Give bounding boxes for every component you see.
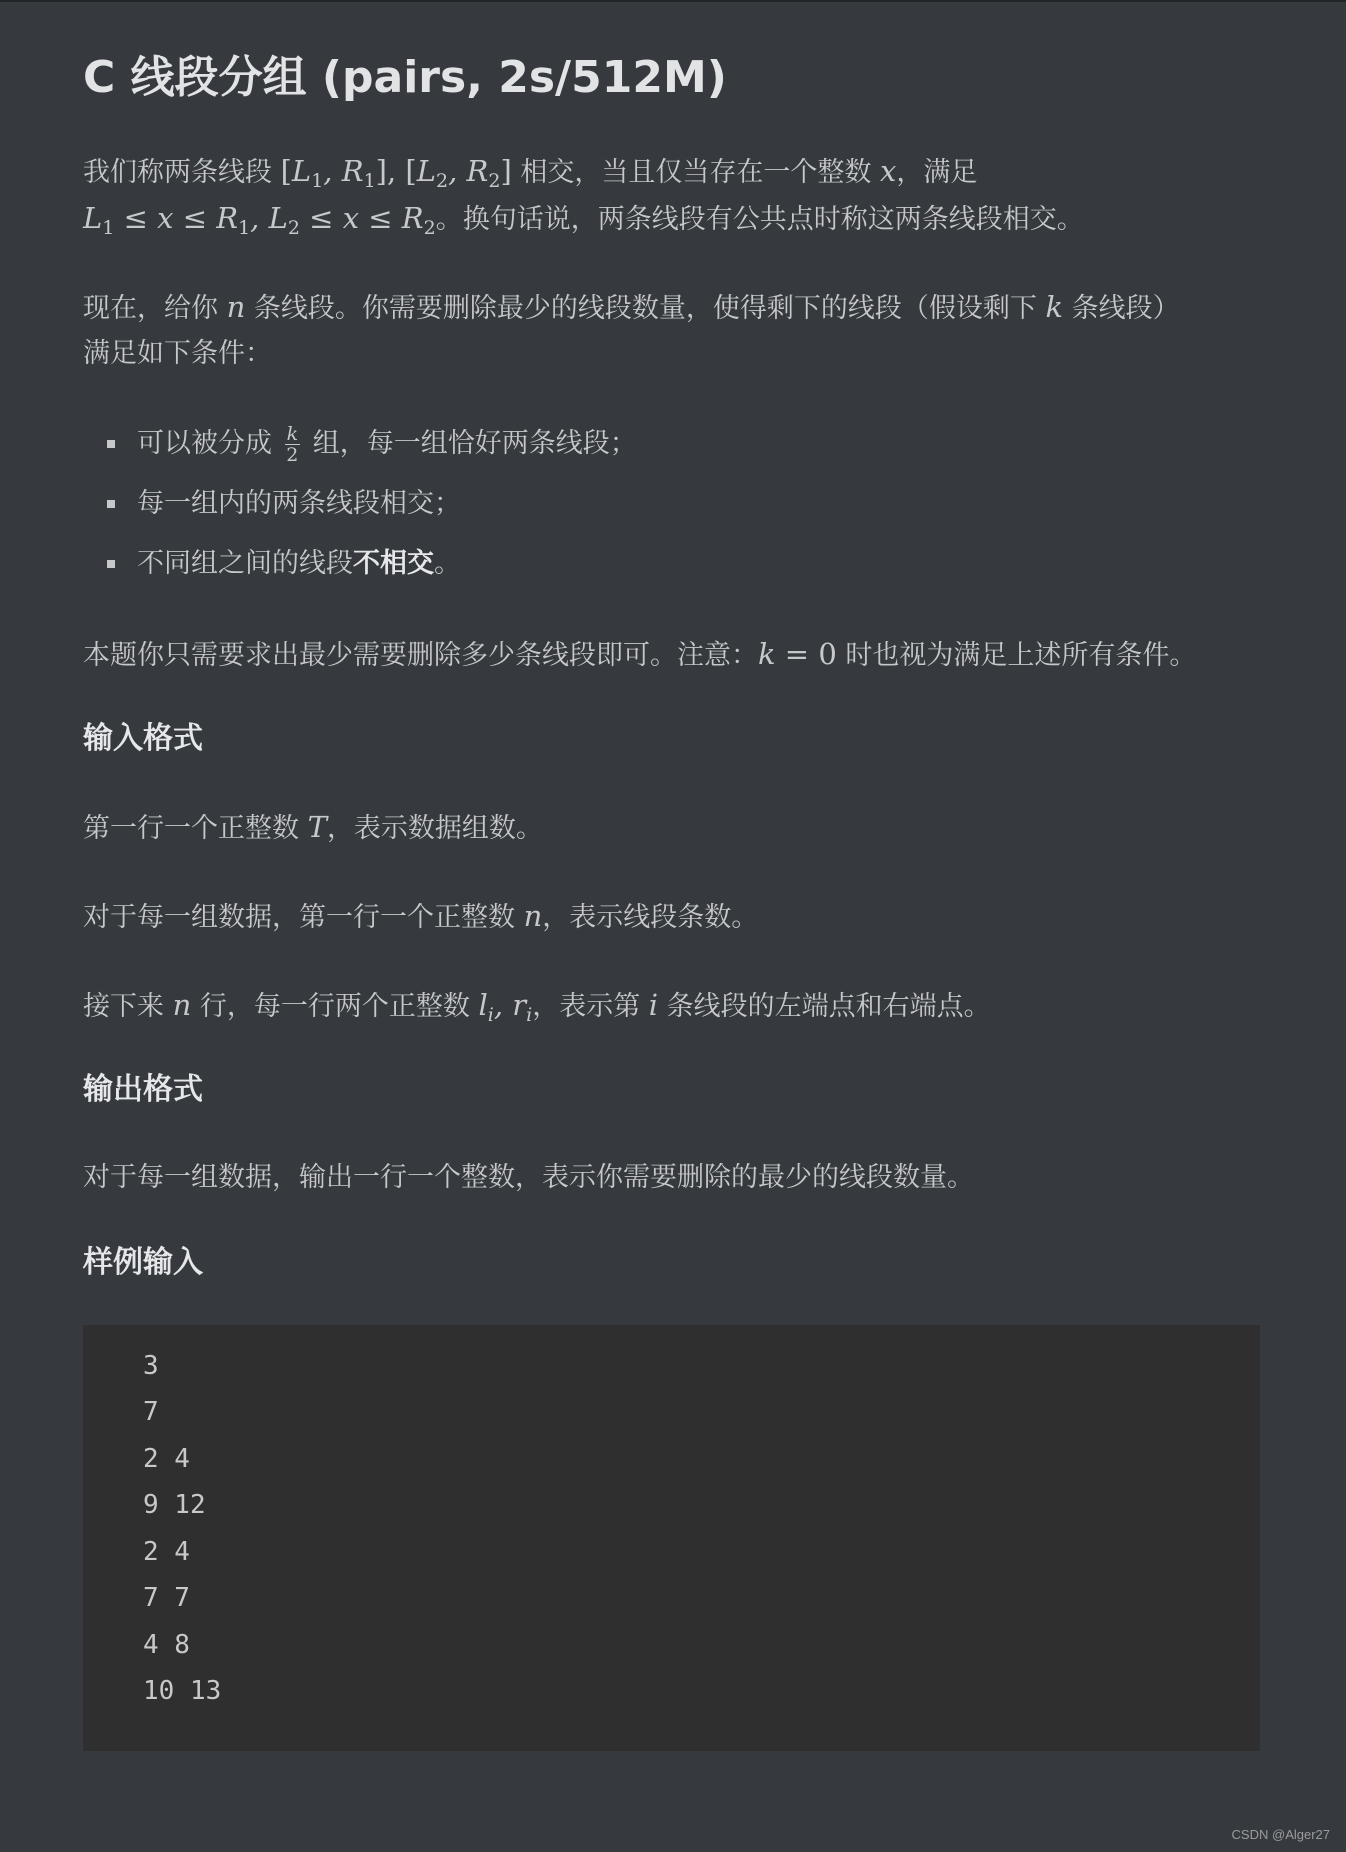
definition-line-1: 我们称两条线段 [$L_1$, $R_1$], [$L_2$, $R_2$] 相交，当且仅当存在一个整数 x，满足 (83, 154, 978, 192)
code-line: 2 4 (143, 1537, 190, 1567)
csdn-watermark: CSDN @Alger27 (1231, 1827, 1330, 1842)
task-line-2: 满足如下条件： (83, 338, 272, 369)
top-border (0, 0, 1346, 2)
math-k-over-2: $\frac{k}{2}$ (286, 423, 299, 466)
input-line-3: 接下来 n 行，每一行两个正整数 $l_i$, $r_i$，表示第 i 条线段的左端点和右端点。 (83, 988, 991, 1026)
code-line: 9 12 (143, 1490, 206, 1520)
math-condition: $L_1 \le x \le R_1$, $L_2 \le x \le R_2$ (83, 201, 436, 239)
math-k-equals-0: k = 0 (758, 637, 837, 671)
bullet-icon (107, 500, 115, 508)
code-line: 3 (143, 1351, 159, 1381)
code-line: 2 4 (143, 1444, 190, 1474)
input-format-heading: 输入格式 (83, 721, 203, 756)
code-line: 7 7 (143, 1583, 190, 1613)
task-line-1: 现在，给你 n 条线段。你需要删除最少的线段数量，使得剩下的线段（假设剩下 k 条线段） (83, 290, 1180, 324)
code-line: 4 8 (143, 1630, 190, 1660)
output-format-heading: 输出格式 (83, 1072, 203, 1107)
definition-line-2: $L_1 \le x \le R_1$, $L_2 \le x \le R_2$。换句话说，两条线段有公共点时称这两条线段相交。 (83, 201, 1084, 239)
output-line-1: 对于每一组数据，输出一行一个整数，表示你需要删除的最少的线段数量。 (83, 1162, 974, 1193)
input-line-2: 对于每一组数据，第一行一个正整数 n，表示线段条数。 (83, 899, 759, 933)
math-n: n (226, 290, 246, 324)
input-line-1: 第一行一个正整数 T，表示数据组数。 (83, 810, 543, 844)
math-x: x (879, 154, 897, 188)
math-i: i (648, 988, 659, 1022)
math-n: n (172, 988, 192, 1022)
problem-title: C 线段分组 (pairs, 2s/512M) (83, 52, 727, 103)
math-T: T (307, 810, 327, 844)
code-line: 7 (143, 1397, 159, 1427)
bullet-icon (107, 560, 115, 568)
math-n: n (523, 899, 543, 933)
bullet-icon (107, 440, 115, 448)
code-line: 10 13 (143, 1676, 222, 1706)
math-segments: [$L_1$, $R_1$], [$L_2$, $R_2$] (280, 154, 512, 192)
note-paragraph: 本题你只需要求出最少需要删除多少条线段即可。注意：k = 0 时也视为满足上述所有条件。 (83, 637, 1197, 671)
math-li-ri: $l_i$, $r_i$ (478, 988, 533, 1026)
sample-input-code (83, 1325, 1260, 1751)
sample-input-heading: 样例输入 (83, 1245, 203, 1280)
math-k: k (1045, 290, 1064, 324)
